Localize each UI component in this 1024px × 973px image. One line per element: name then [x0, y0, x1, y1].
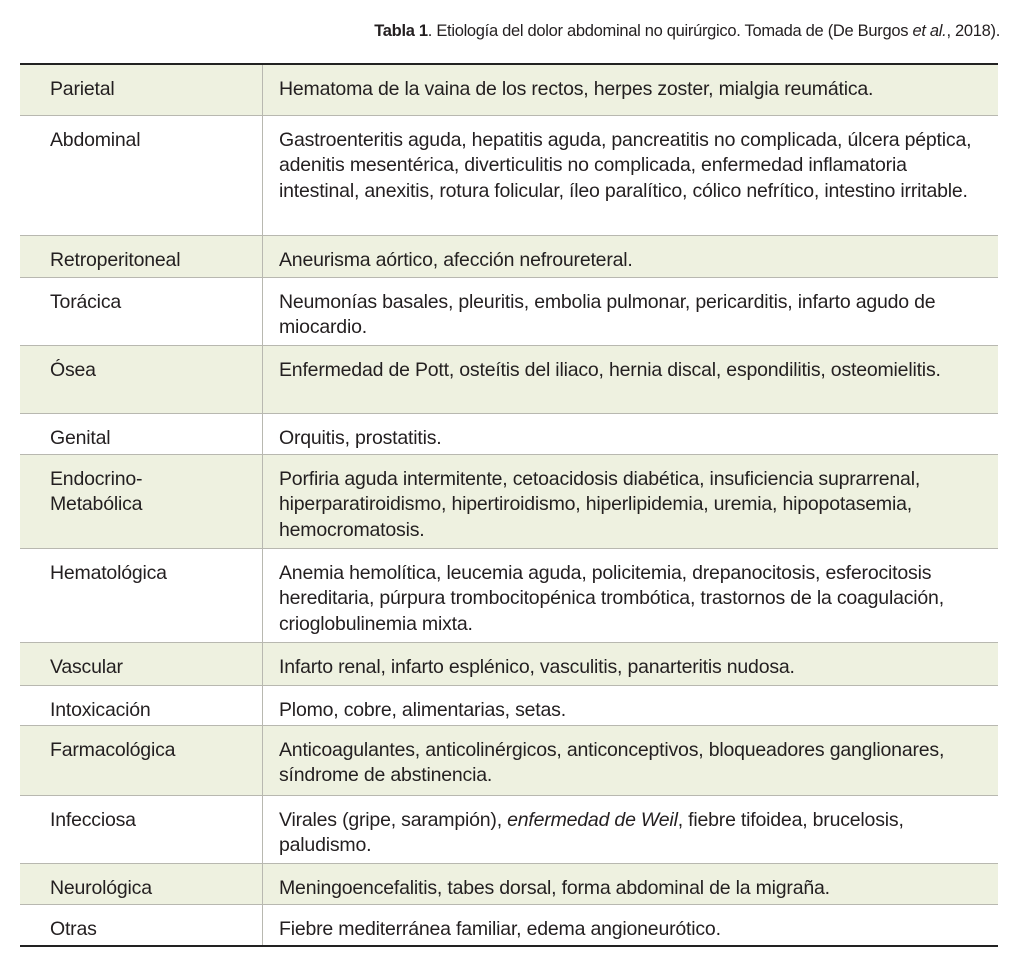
table-row [20, 235, 998, 277]
category-cell: Otras [20, 904, 263, 946]
description-cell: Hematoma de la vaina de los rectos, herpes zoster, mialgia reumática. [263, 64, 999, 115]
etiology-table [20, 63, 998, 947]
description-cell: Porfiria aguda intermitente, cetoacidosis diabética, insuficiencia suprarrenal, hiperparatiroidismo, hipertiroidismo, hiperlipidemia, uremia, hipopotasemia, hemocromatosis. [263, 454, 999, 548]
caption-text: . Etiología del dolor abdominal no quirúrgico. Tomada de (De Burgos [427, 22, 913, 40]
caption-label: Tabla 1 [374, 22, 428, 40]
table-row [20, 413, 998, 454]
description-part: enfermedad de Weil [507, 808, 678, 831]
category-cell: Abdominal [20, 115, 263, 235]
category-cell: Parietal [20, 64, 263, 115]
description-cell: Neumonías basales, pleuritis, embolia pulmonar, pericarditis, infarto agudo de miocardio. [263, 277, 999, 345]
table-row [20, 642, 998, 685]
table-row [20, 863, 998, 904]
category-cell: Genital [20, 413, 263, 454]
table-row [20, 64, 998, 115]
category-cell: Endocrino- Metabólica [20, 454, 263, 548]
description-part: , fiebre tifoidea, brucelosis, paludismo. [279, 808, 904, 856]
description-cell [263, 795, 999, 863]
table-row [20, 904, 998, 946]
caption-italic: et al. [912, 22, 947, 40]
description-cell: Aneurisma aórtico, afección nefroureteral. [263, 235, 999, 277]
description-part: Virales (gripe, sarampión), [279, 808, 508, 831]
table-caption [374, 22, 1000, 41]
category-cell: Intoxicación [20, 685, 263, 725]
description-cell: Fiebre mediterránea familiar, edema angioneurótico. [263, 904, 999, 946]
category-cell: Hematológica [20, 548, 263, 642]
table-row [20, 454, 998, 548]
table-row [20, 548, 998, 642]
description-cell: Plomo, cobre, alimentarias, setas. [263, 685, 999, 725]
category-cell: Infecciosa [20, 795, 263, 863]
table-row [20, 685, 998, 725]
caption-text-end: , 2018). [946, 22, 1000, 40]
description-cell: Orquitis, prostatitis. [263, 413, 999, 454]
table-row [20, 795, 998, 863]
description-cell: Meningoencefalitis, tabes dorsal, forma abdominal de la migraña. [263, 863, 999, 904]
table-row [20, 277, 998, 345]
description-cell: Gastroenteritis aguda, hepatitis aguda, pancreatitis no complicada, úlcera péptica, adenitis mesentérica, diverticulitis no complicada, enfermedad inflamatoria intestinal, anexitis, rotura folicular, íleo paralítico, cólico nefrítico, intestino irritable. [263, 115, 999, 235]
description-cell: Anemia hemolítica, leucemia aguda, policitemia, drepanocitosis, esferocitosis hereditaria, púrpura trombocitopénica trombótica, trastornos de la coagulación, crioglobulinemia mixta. [263, 548, 999, 642]
table-row [20, 725, 998, 795]
category-cell: Retroperitoneal [20, 235, 263, 277]
description-cell: Infarto renal, infarto esplénico, vasculitis, panarteritis nudosa. [263, 642, 999, 685]
table-row [20, 345, 998, 413]
category-cell: Torácica [20, 277, 263, 345]
category-cell: Vascular [20, 642, 263, 685]
category-cell: Farmacológica [20, 725, 263, 795]
category-cell: Neurológica [20, 863, 263, 904]
category-cell: Ósea [20, 345, 263, 413]
table-row [20, 115, 998, 235]
description-cell: Anticoagulantes, anticolinérgicos, anticonceptivos, bloqueadores ganglionares, síndrome de abstinencia. [263, 725, 999, 795]
description-cell: Enfermedad de Pott, osteítis del iliaco, hernia discal, espondilitis, osteomielitis. [263, 345, 999, 413]
